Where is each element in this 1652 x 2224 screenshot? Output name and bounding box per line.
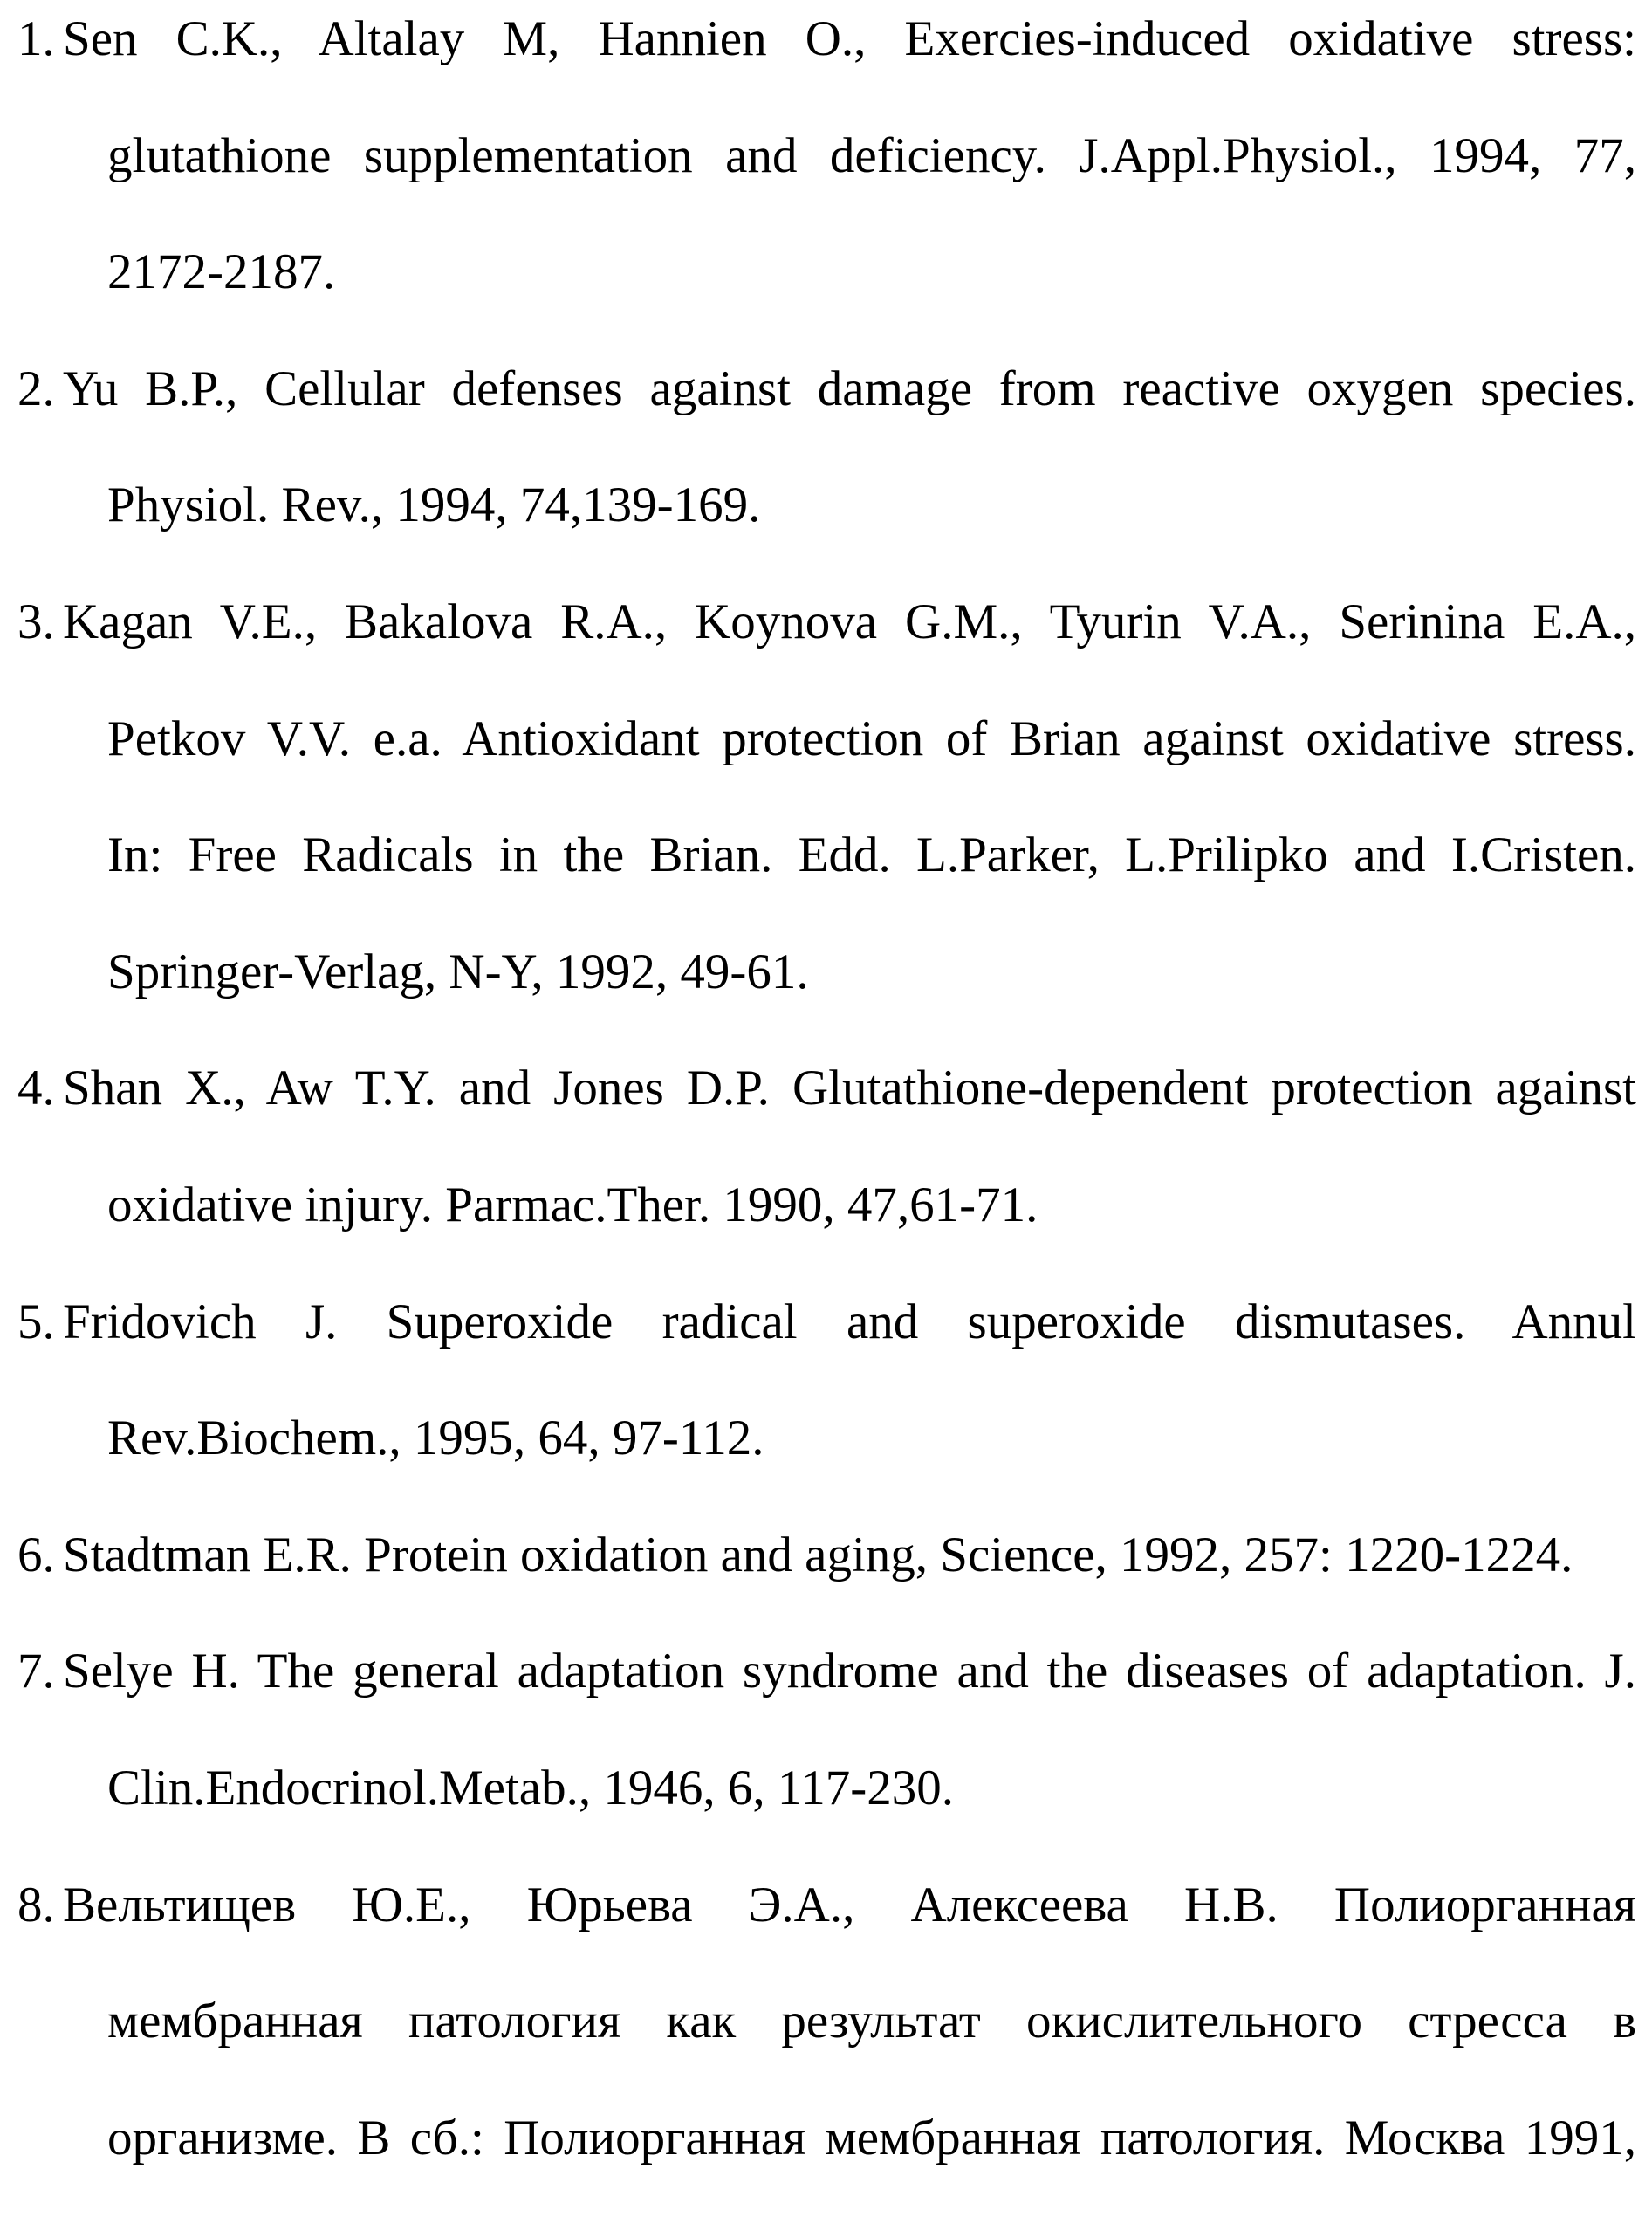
reference-item-7 bbox=[0, 1641, 1652, 1874]
reference-5-text-1: Fridovich J. Superoxide radical and superoxide dismutases. Annul bbox=[63, 1292, 1636, 1353]
reference-3-number: 3. bbox=[17, 592, 55, 653]
reference-5-line-2 bbox=[0, 1408, 1652, 1525]
reference-1-line-1 bbox=[0, 9, 1652, 126]
reference-3-text-4: Springer-Verlag, N-Y, 1992, 49-61. bbox=[107, 942, 1636, 1003]
reference-4-text-1: Shan X., Aw T.Y. and Jones D.P. Glutathione-dependent protection against bbox=[63, 1058, 1636, 1119]
reference-item-4 bbox=[0, 1058, 1652, 1291]
reference-6-line-1 bbox=[0, 1525, 1652, 1642]
reference-3-text-1: Kagan V.E., Bakalova R.A., Koynova G.M., Tyurin V.A., Serinina E.A., bbox=[63, 592, 1636, 653]
reference-7-text-1: Selye H. The general adaptation syndrome and the diseases of adaptation. J. bbox=[63, 1641, 1636, 1702]
reference-1-text-1: Sen C.K., Altalay M, Hannien O., Exercies-induced oxidative stress: bbox=[63, 9, 1636, 70]
reference-7-line-2 bbox=[0, 1758, 1652, 1875]
reference-2-line-2 bbox=[0, 475, 1652, 592]
reference-2-text-1: Yu B.P., Cellular defenses against damage from reactive oxygen species. bbox=[63, 359, 1636, 420]
reference-6-text-1: Stadtman E.R. Protein oxidation and aging, Science, 1992, 257: 1220-1224. bbox=[63, 1525, 1636, 1586]
reference-8-text-3: организме. В сб.: Полиорганная мембранная патология. Москва 1991, bbox=[107, 2108, 1636, 2169]
reference-5-text-2: Rev.Biochem., 1995, 64, 97-112. bbox=[107, 1408, 1636, 1469]
reference-item-1 bbox=[0, 9, 1652, 359]
reference-4-line-2 bbox=[0, 1175, 1652, 1292]
reference-7-number: 7. bbox=[17, 1641, 55, 1702]
reference-2-line-1 bbox=[0, 359, 1652, 476]
reference-5-number: 5. bbox=[17, 1292, 55, 1353]
reference-item-3 bbox=[0, 592, 1652, 1058]
reference-1-text-3: 2172-2187. bbox=[107, 242, 1636, 303]
reference-3-line-3 bbox=[0, 825, 1652, 942]
reference-6-number: 6. bbox=[17, 1525, 55, 1586]
reference-8-number: 8. bbox=[17, 1875, 55, 1936]
reference-4-number: 4. bbox=[17, 1058, 55, 1119]
reference-item-8 bbox=[0, 1875, 1652, 2224]
reference-2-text-2: Physiol. Rev., 1994, 74,139-169. bbox=[107, 475, 1636, 536]
reference-1-text-2: glutathione supplementation and deficiency. J.Appl.Physiol., 1994, 77, bbox=[107, 126, 1636, 187]
reference-3-text-2: Petkov V.V. e.a. Antioxidant protection of Brian against oxidative stress. bbox=[107, 709, 1636, 770]
reference-8-line-2 bbox=[0, 1991, 1652, 2108]
reference-1-line-2 bbox=[0, 126, 1652, 243]
reference-1-line-3 bbox=[0, 242, 1652, 359]
reference-8-line-1 bbox=[0, 1875, 1652, 1992]
reference-4-text-2: oxidative injury. Parmac.Ther. 1990, 47,61-71. bbox=[107, 1175, 1636, 1236]
reference-3-line-2 bbox=[0, 709, 1652, 826]
reference-5-line-1 bbox=[0, 1292, 1652, 1409]
reference-2-number: 2. bbox=[17, 359, 55, 420]
reference-3-line-4 bbox=[0, 942, 1652, 1059]
reference-1-number: 1. bbox=[17, 9, 55, 70]
reference-3-text-3: In: Free Radicals in the Brian. Edd. L.Parker, L.Prilipko and I.Cristen. bbox=[107, 825, 1636, 886]
reference-7-line-1 bbox=[0, 1641, 1652, 1758]
reference-item-6 bbox=[0, 1525, 1652, 1642]
reference-item-2 bbox=[0, 359, 1652, 592]
reference-3-line-1 bbox=[0, 592, 1652, 709]
reference-8-text-2: мембранная патология как результат окислительного стресса в bbox=[107, 1991, 1636, 2052]
reference-4-line-1 bbox=[0, 1058, 1652, 1175]
reference-8-line-3 bbox=[0, 2108, 1652, 2224]
reference-item-5 bbox=[0, 1292, 1652, 1525]
reference-8-text-1: Вельтищев Ю.Е., Юрьева Э.А., Алексеева Н.В. Полиорганная bbox=[63, 1875, 1636, 1936]
reference-7-text-2: Clin.Endocrinol.Metab., 1946, 6, 117-230. bbox=[107, 1758, 1636, 1819]
